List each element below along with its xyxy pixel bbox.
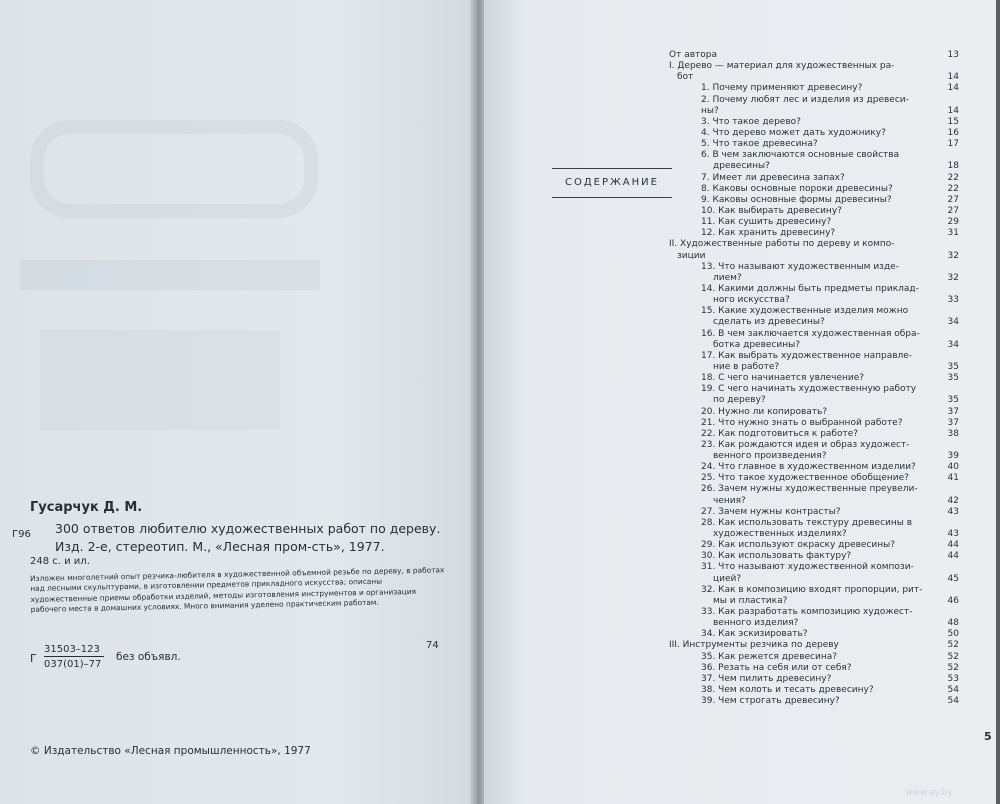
- toc-entry: [669, 674, 959, 685]
- toc-entry-title: венного произведения?: [713, 451, 827, 462]
- toc-entry: [669, 329, 959, 340]
- toc-entry: [669, 72, 959, 83]
- toc-entry: [669, 61, 959, 72]
- toc-entry-page: 40: [947, 462, 959, 473]
- toc-entry: [669, 173, 959, 184]
- toc-entry-title: мы и пластика?: [713, 595, 788, 606]
- toc-entry-page: 17: [947, 139, 959, 150]
- toc-entry: [669, 607, 959, 618]
- toc-entry-title: 2. Почему любят лес и изделия из древеси-: [701, 94, 909, 105]
- toc-entry: [669, 562, 959, 573]
- toc-entry: [669, 384, 959, 395]
- toc-entry-page: 48: [947, 618, 959, 629]
- toc-entry: [669, 184, 959, 195]
- toc-entry-title: 18. С чего начинается увлечение?: [701, 373, 865, 384]
- watermark: www.ay.by: [905, 788, 953, 798]
- toc-entry: [669, 629, 959, 640]
- toc-entry: [669, 195, 959, 206]
- toc-entry-page: 31: [947, 228, 959, 239]
- toc-entry: [669, 407, 959, 418]
- toc-entry-page: 35: [947, 395, 959, 406]
- toc-entry-page: 39: [947, 451, 959, 462]
- toc-entry-page: 22: [947, 172, 959, 183]
- g-mark: Г: [30, 652, 37, 665]
- toc-entry-title: 21. Что нужно знать о выбранной работе?: [701, 417, 903, 428]
- toc-entry: [669, 150, 959, 161]
- toc-heading: СОДЕРЖАНИЕ: [565, 177, 659, 188]
- toc-entry: [669, 262, 959, 273]
- toc-entry: [669, 395, 959, 406]
- toc-entry-page: 32: [947, 272, 959, 283]
- toc-entry-title: ного искусства?: [713, 295, 790, 306]
- bibliographic-entry: 300 ответов любителю художественных работ по дереву. Изд. 2-е, стереотип. М., «Лесная пром-сть», 1977.: [55, 521, 441, 554]
- toc-entry-title: 6. В чем заключаются основные свойства: [701, 150, 900, 161]
- toc-entry-page: 54: [947, 685, 959, 696]
- toc-entry: [669, 161, 959, 172]
- toc-entry: [669, 473, 959, 484]
- toc-entry-title: 25. Что такое художественное обобщение?: [701, 473, 909, 484]
- annotation: Изложен многолетний опыт резчика-любителя в художественной объемной резьбе по дереву, в работах над лесными скульптурами, в изготовлении предметов прикладного искусства; описаны художественные приемы обработки изделий, методы изготовления инструментов и организация рабочего места в домашних условиях. Много внимания уделено практическим работам.: [30, 565, 445, 614]
- cover-show-through: [20, 90, 340, 440]
- left-page: [0, 0, 478, 804]
- toc-heading-block: [552, 168, 672, 198]
- toc-entry-title: 27. Зачем нужны контрасты?: [701, 506, 841, 517]
- toc-entry: [669, 362, 959, 373]
- toc-entry-title: 1. Почему применяют древесину?: [701, 83, 863, 94]
- toc-entry-page: 45: [947, 573, 959, 584]
- toc-entry-title: 7. Имеет ли древесина запах?: [701, 172, 845, 183]
- toc-entry-page: 29: [947, 217, 959, 228]
- toc-entry: [669, 429, 959, 440]
- toc-entry-title: бот: [677, 72, 694, 83]
- toc-entry-title: 33. Как разработать композицию художест-: [701, 607, 913, 618]
- toc-entry-title: 22. Как подготовиться к работе?: [701, 428, 859, 439]
- toc-entry-title: 28. Как использовать текстуру древесины в: [701, 517, 913, 528]
- toc-entry-page: 50: [947, 629, 959, 640]
- heading-rule-bottom: [552, 197, 672, 198]
- toc-entry: [669, 696, 959, 707]
- toc-entry-page: 52: [947, 640, 959, 651]
- toc-entry-title: 35. Как режется древесина?: [701, 651, 838, 662]
- toc-entry-title: 3. Что такое дерево?: [701, 116, 801, 127]
- toc-entry: [669, 306, 959, 317]
- toc-entry-page: 52: [947, 662, 959, 673]
- toc-entry-page: 14: [947, 105, 959, 116]
- toc-entry-title: 11. Как сушить древесину?: [701, 217, 832, 228]
- toc-entry-title: 30. Как использовать фактуру?: [701, 551, 852, 562]
- toc-entry: [669, 418, 959, 429]
- toc-entry-page: 43: [947, 506, 959, 517]
- toc-entry: [669, 574, 959, 585]
- toc-entry-title: 16. В чем заключается художественная обра-: [701, 328, 920, 339]
- toc-entry-title: по дереву?: [713, 395, 766, 406]
- toc-entry-title: 20. Нужно ли копировать?: [701, 406, 828, 417]
- toc-entry: [669, 95, 959, 106]
- toc-entry: [669, 618, 959, 629]
- toc-entry-page: 27: [947, 194, 959, 205]
- catalog-number: 74: [426, 640, 439, 651]
- copyright: © Издательство «Лесная промышленность», 1977: [30, 745, 311, 757]
- toc-entry-page: 14: [947, 72, 959, 83]
- toc-entry: [669, 507, 959, 518]
- toc-entry: [669, 251, 959, 262]
- publication-fraction: [44, 644, 104, 670]
- toc-entry-title: цией?: [713, 573, 742, 584]
- toc-entry-title: 32. Как в композицию входят пропорции, рит-: [701, 584, 923, 595]
- toc-entry: [669, 551, 959, 562]
- author-name: Гусарчук Д. М.: [30, 500, 143, 515]
- toc-entry: [669, 206, 959, 217]
- toc-entry-page: 27: [947, 205, 959, 216]
- toc-entry-page: 35: [947, 361, 959, 372]
- toc-entry: [669, 596, 959, 607]
- toc-entry-title: 23. Как рождаются идея и образ художест-: [701, 439, 910, 450]
- toc-entry-page: 53: [947, 673, 959, 684]
- toc-entry: [669, 484, 959, 495]
- toc-entry-title: ны?: [701, 105, 719, 116]
- toc-entry-title: 24. Что главное в художественном изделии?: [701, 462, 916, 473]
- toc-entry-title: I. Дерево — материал для художественных ра-: [669, 61, 895, 72]
- toc-entry: [669, 462, 959, 473]
- toc-entry-page: 54: [947, 696, 959, 707]
- toc-entry-title: 12. Как хранить древесину?: [701, 228, 836, 239]
- toc-entry-page: 35: [947, 373, 959, 384]
- toc-entry-title: венного изделия?: [713, 618, 799, 629]
- toc-entry-title: ние в работе?: [713, 361, 780, 372]
- toc-entry-title: 29. Как используют окраску древесины?: [701, 540, 896, 551]
- toc-entry: [669, 295, 959, 306]
- toc-entry: [669, 529, 959, 540]
- toc-entry-page: 44: [947, 551, 959, 562]
- toc-entry-title: 31. Что называют художественной компози-: [701, 562, 914, 573]
- table-of-contents: [669, 50, 959, 707]
- toc-entry-page: 41: [947, 473, 959, 484]
- toc-entry-title: От автора: [669, 50, 717, 60]
- toc-entry: [669, 228, 959, 239]
- toc-entry: [669, 128, 959, 139]
- toc-entry-page: 52: [947, 651, 959, 662]
- toc-entry-page: 15: [947, 116, 959, 127]
- toc-entry-page: 22: [947, 183, 959, 194]
- toc-entry: [669, 440, 959, 451]
- toc-entry-title: сделать из древесины?: [713, 317, 825, 328]
- toc-entry-title: 26. Зачем нужны художественные преувели-: [701, 484, 918, 495]
- fraction-numerator: 31503–123: [44, 644, 104, 657]
- toc-entry-title: лием?: [713, 272, 742, 283]
- toc-entry-title: 5. Что такое древесина?: [701, 139, 818, 150]
- toc-entry: [669, 640, 959, 651]
- catalog-code: Г96: [12, 529, 31, 540]
- toc-entry-title: древесины?: [713, 161, 770, 172]
- toc-entry-title: II. Художественные работы по дереву и компо-: [669, 239, 895, 250]
- toc-entry-title: 15. Какие художественные изделия можно: [701, 306, 909, 317]
- toc-entry: [669, 540, 959, 551]
- toc-entry-title: художественных изделиях?: [713, 529, 847, 540]
- toc-entry-title: ботка древесины?: [713, 339, 800, 350]
- toc-entry: [669, 83, 959, 94]
- toc-entry: [669, 585, 959, 596]
- toc-entry-title: 10. Как выбирать древесину?: [701, 205, 842, 216]
- toc-entry-title: 9. Каковы основные формы древесины?: [701, 194, 892, 205]
- toc-entry-page: 43: [947, 529, 959, 540]
- fraction-note: без объявл.: [116, 651, 181, 663]
- toc-entry-title: 36. Резать на себя или от себя?: [701, 662, 852, 673]
- toc-entry: [669, 217, 959, 228]
- toc-entry: [669, 340, 959, 351]
- page-count: 248 с. и ил.: [30, 556, 90, 567]
- toc-entry-title: чения?: [713, 495, 746, 506]
- toc-entry-title: зиции: [677, 250, 706, 261]
- toc-entry: [669, 117, 959, 128]
- page-number: 5: [984, 730, 992, 743]
- toc-entry-title: 37. Чем пилить древесину?: [701, 673, 832, 684]
- toc-entry: [669, 496, 959, 507]
- toc-entry: [669, 451, 959, 462]
- toc-entry-page: 38: [947, 428, 959, 439]
- toc-entry-title: 34. Как эскизировать?: [701, 629, 808, 640]
- toc-entry-title: 14. Какими должны быть предметы приклад-: [701, 283, 919, 294]
- toc-entry-page: 33: [947, 295, 959, 306]
- toc-entry-page: 34: [947, 339, 959, 350]
- toc-entry-title: 17. Как выбрать художественное направле-: [701, 350, 913, 361]
- toc-entry: [669, 239, 959, 250]
- toc-entry-title: 4. Что дерево может дать художнику?: [701, 127, 886, 138]
- toc-entry: [669, 50, 959, 61]
- toc-entry-page: 44: [947, 540, 959, 551]
- toc-entry-page: 46: [947, 595, 959, 606]
- toc-entry-page: 18: [947, 161, 959, 172]
- toc-entry-page: 16: [947, 127, 959, 138]
- fraction-denominator: 037(01)–77: [44, 659, 102, 670]
- toc-entry: [669, 518, 959, 529]
- toc-entry: [669, 652, 959, 663]
- toc-entry-page: 13: [947, 50, 959, 60]
- toc-entry: [669, 273, 959, 284]
- toc-entry-page: 32: [947, 250, 959, 261]
- toc-entry: [669, 284, 959, 295]
- toc-entry-page: 34: [947, 317, 959, 328]
- toc-entry-title: 13. Что называют художественным изде-: [701, 261, 899, 272]
- toc-entry-page: 37: [947, 417, 959, 428]
- toc-entry-page: 14: [947, 83, 959, 94]
- toc-entry: [669, 139, 959, 150]
- toc-entry: [669, 685, 959, 696]
- toc-entry: [669, 351, 959, 362]
- toc-entry: [669, 106, 959, 117]
- toc-entry-page: 37: [947, 406, 959, 417]
- toc-entry-title: 8. Каковы основные пороки древесины?: [701, 183, 893, 194]
- toc-entry-title: 19. С чего начинать художественную работу: [701, 384, 917, 395]
- toc-entry: [669, 317, 959, 328]
- toc-entry-title: 39. Чем строгать древесину?: [701, 696, 840, 707]
- toc-entry: [669, 373, 959, 384]
- toc-entry-page: 42: [947, 495, 959, 506]
- toc-entry-title: III. Инструменты резчика по дереву: [669, 640, 839, 651]
- toc-entry-title: 38. Чем колоть и тесать древесину?: [701, 685, 874, 696]
- toc-entry: [669, 663, 959, 674]
